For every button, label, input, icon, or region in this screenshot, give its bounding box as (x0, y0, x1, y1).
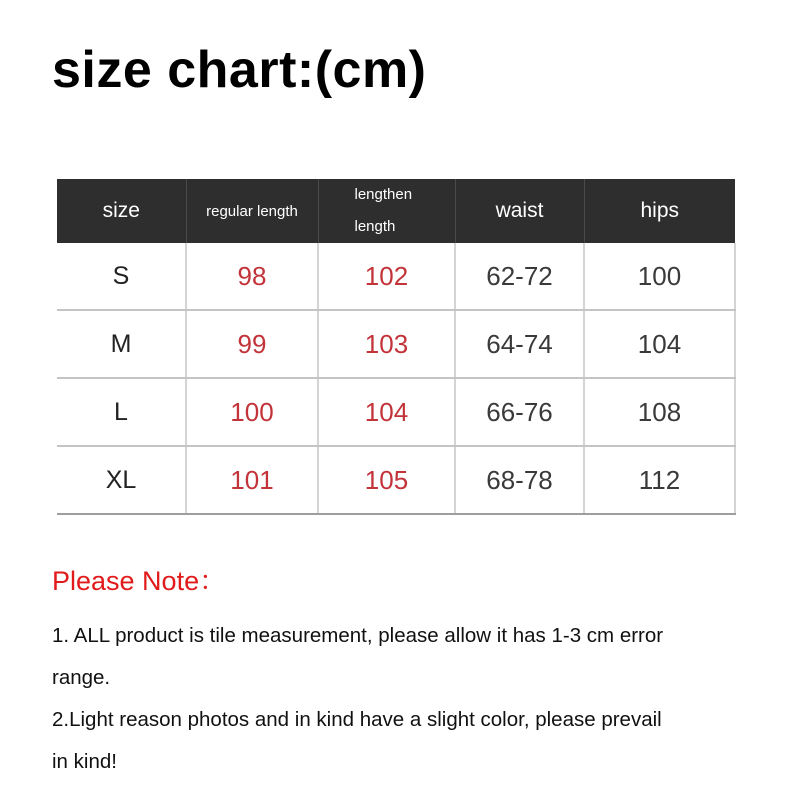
size-cell: XL (57, 446, 186, 514)
table-header-row (57, 179, 735, 243)
regular-length-cell: 100 (186, 378, 318, 446)
table-row (57, 243, 735, 310)
lengthen-header-line1: lengthen (354, 186, 413, 203)
waist-cell: 62-72 (455, 243, 584, 310)
hips-cell: 108 (584, 378, 735, 446)
regular-length-cell: 98 (186, 243, 318, 310)
lengthen-header-line2: length (354, 218, 396, 235)
size-cell: L (57, 378, 186, 446)
column-header-regular-length: regular length (186, 179, 318, 243)
hips-cell: 100 (584, 243, 735, 310)
column-header-size: size (57, 179, 186, 243)
lengthen-length-cell: 105 (318, 446, 455, 514)
lengthen-length-cell: 103 (318, 310, 455, 378)
column-header-lengthen-length (318, 179, 455, 243)
size-cell: M (57, 310, 186, 378)
lengthen-length-cell: 104 (318, 378, 455, 446)
note-heading: Please Note： (52, 566, 227, 596)
waist-cell: 66-76 (455, 378, 584, 446)
table-row (57, 446, 735, 514)
note-line-1-continued: range. (52, 666, 111, 689)
column-header-waist: waist (455, 179, 584, 243)
waist-cell: 68-78 (455, 446, 584, 514)
column-header-hips: hips (584, 179, 735, 243)
page-title: size chart:(cm) (52, 41, 427, 99)
size-cell: S (57, 243, 186, 310)
hips-cell: 104 (584, 310, 735, 378)
table-row (57, 310, 735, 378)
lengthen-length-cell: 102 (318, 243, 455, 310)
regular-length-cell: 99 (186, 310, 318, 378)
size-table (57, 179, 736, 515)
note-line-2-continued: in kind! (52, 750, 117, 773)
hips-cell: 112 (584, 446, 735, 514)
table-row (57, 378, 735, 446)
note-line-2: 2.Light reason photos and in kind have a slight color, please prevail (52, 708, 662, 731)
note-line-1: 1. ALL product is tile measurement, please allow it has 1-3 cm error (52, 624, 664, 647)
waist-cell: 64-74 (455, 310, 584, 378)
regular-length-cell: 101 (186, 446, 318, 514)
